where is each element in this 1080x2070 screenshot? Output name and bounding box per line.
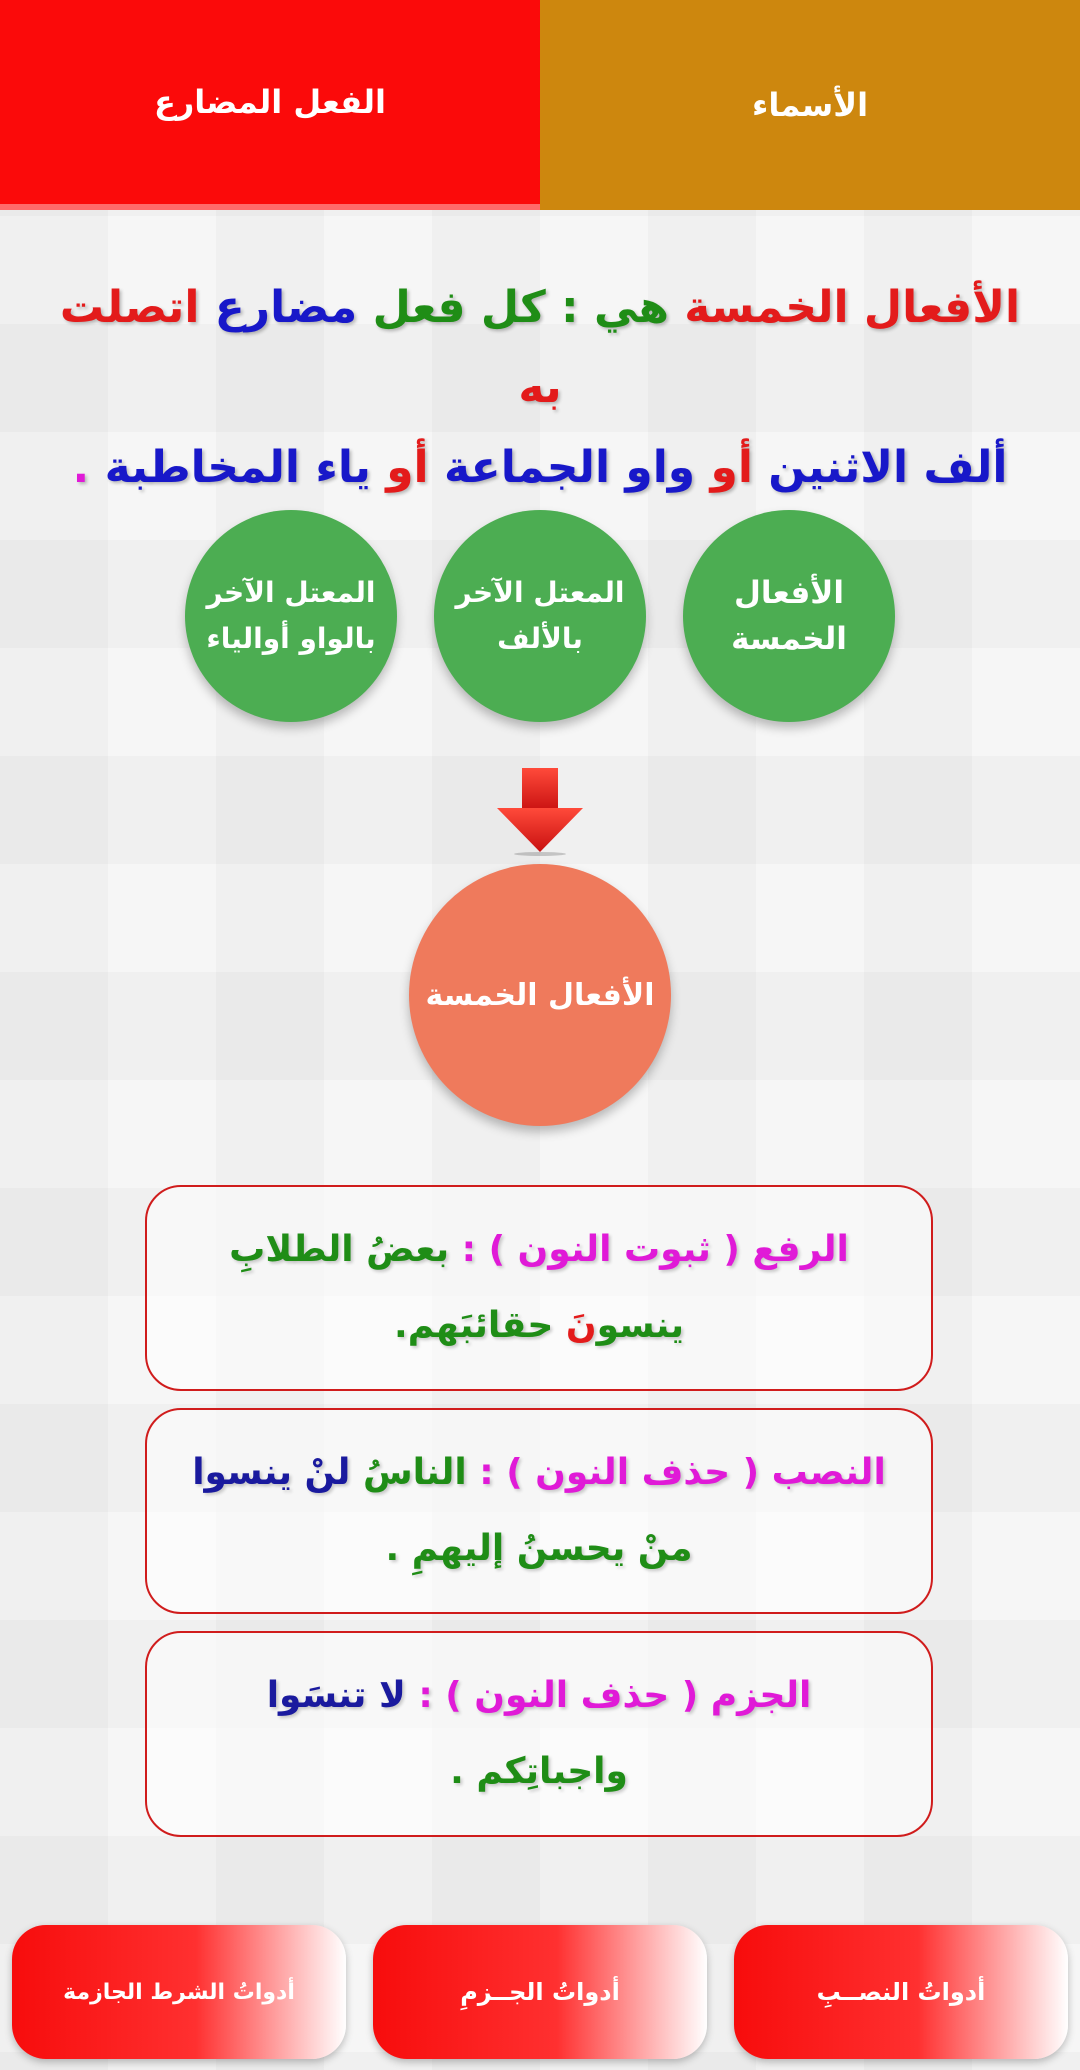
nasb-tools-label: أدواتُ النصــبِ xyxy=(816,1978,986,2006)
rule-jazm-example-a: لا تنسَوا xyxy=(266,1675,406,1716)
rule-jazm-head: الجزم ( حذف النون ) : xyxy=(418,1675,812,1716)
rule-nasb-example-b: لنْ ينسوا xyxy=(192,1452,351,1493)
top-tab-bar xyxy=(0,0,1080,210)
jazm-tools-label: أدواتُ الجــزمِ xyxy=(460,1978,620,2006)
rule-raf-example-b: ينسو xyxy=(596,1305,684,1346)
tab-nouns-label: الأسماء xyxy=(751,86,869,124)
definition-is: هي : xyxy=(561,282,669,333)
category-five-verbs[interactable] xyxy=(683,510,895,722)
definition-or-1: أو xyxy=(710,442,753,493)
definition-attached: اتصلت به xyxy=(59,282,562,413)
rule-raf-example-c: حقائبَهم. xyxy=(394,1305,554,1346)
selected-category-circle xyxy=(409,864,671,1126)
tab-present-verb-label: الفعل المضارع xyxy=(153,83,387,121)
definition-alif: ألف الاثنين xyxy=(768,442,1008,493)
definition-present: مضارع xyxy=(214,282,358,333)
definition-or-2: أو xyxy=(386,442,429,493)
category-defective-alif-line2: بالألف xyxy=(497,622,583,655)
category-defective-waw-ya-line2: بالواو أوالياء xyxy=(206,622,376,655)
rule-raf xyxy=(145,1185,933,1391)
nasb-tools-button[interactable] xyxy=(734,1925,1068,2059)
rule-raf-head: الرفع ( ثبوت النون ) : xyxy=(461,1229,849,1270)
rule-jazm xyxy=(145,1631,933,1837)
tab-present-verb[interactable] xyxy=(0,0,540,210)
category-five-verbs-line1: الأفعال xyxy=(733,575,845,611)
definition-every: كل xyxy=(480,282,546,333)
definition-waw: واو الجماعة xyxy=(443,442,696,493)
tab-nouns[interactable] xyxy=(540,0,1080,210)
rule-jazm-example-b: واجباتِكم . xyxy=(450,1751,628,1792)
rule-nasb-example-a: الناسُ xyxy=(362,1452,467,1493)
bottom-nav xyxy=(12,1925,1068,2059)
rule-raf-example-a: بعضُ الطلابِ xyxy=(229,1229,450,1270)
rule-nasb xyxy=(145,1408,933,1614)
rule-nasb-example-c: منْ يحسنُ إليهمِ . xyxy=(385,1528,693,1569)
definition-ya: ياء المخاطبة xyxy=(104,442,371,493)
definition-text xyxy=(40,268,1040,508)
definition-verb: فعل xyxy=(372,282,466,333)
jazm-tools-button[interactable] xyxy=(373,1925,707,2059)
category-five-verbs-line2: الخمسة xyxy=(731,621,847,657)
category-defective-waw-ya[interactable] xyxy=(185,510,397,722)
definition-term: الأفعال الخمسة xyxy=(684,282,1021,333)
category-defective-alif[interactable] xyxy=(434,510,646,722)
category-defective-waw-ya-line1: المعتل الآخر xyxy=(206,576,376,609)
conditional-jazm-tools-label: أدواتُ الشرط الجازمة xyxy=(63,1979,295,2005)
category-defective-alif-line1: المعتل الآخر xyxy=(455,576,625,609)
definition-dot: . xyxy=(72,442,90,493)
conditional-jazm-tools-button[interactable] xyxy=(12,1925,346,2059)
rule-nasb-head: النصب ( حذف النون ) : xyxy=(479,1452,886,1493)
selected-category-label: الأفعال الخمسة xyxy=(425,977,655,1013)
rule-raf-example-nun: نَ xyxy=(565,1305,597,1346)
arrow-down-icon xyxy=(497,768,583,856)
